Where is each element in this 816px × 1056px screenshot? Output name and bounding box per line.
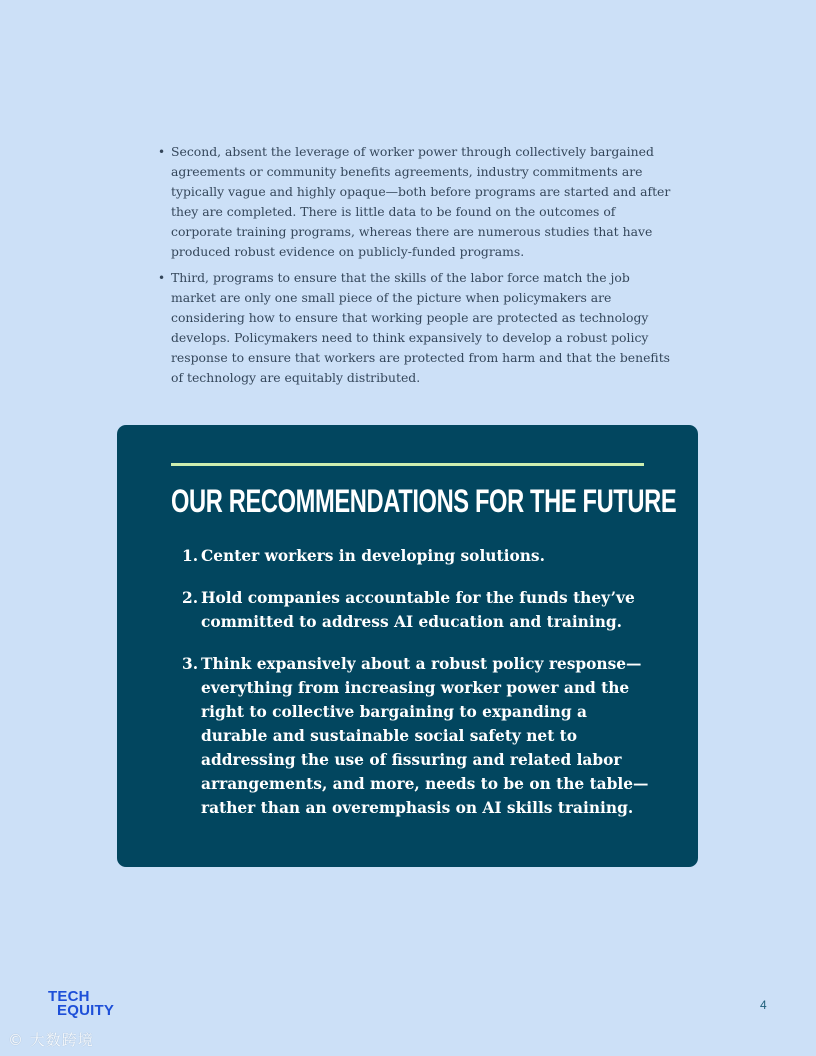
bullet-item	[155, 268, 675, 388]
accent-divider	[171, 463, 644, 466]
recommendation-item	[182, 544, 652, 568]
bullet-dot: •	[158, 271, 166, 285]
recommendation-text: Center workers in developing solutions.	[201, 547, 545, 565]
techequity-logo	[48, 990, 114, 1018]
recommendation-text: Hold companies accountable for the funds they’ve committed to address AI education and training.	[201, 589, 635, 631]
recommendation-item	[182, 586, 652, 634]
recommendations-box	[117, 425, 698, 867]
recommendations-title: OUR RECOMMENDATIONS FOR THE FUTURE	[171, 483, 677, 519]
recommendation-item	[182, 652, 652, 820]
recommendation-text: Think expansively about a robust policy response—everything from increasing worker power and the right to collective bargaining to expanding a durable and sustainable social safety net to addressing the use of fissuring and related labor arrangements, and more, needs to be on the table—rather than an overemphasis on AI skills training.	[201, 655, 649, 817]
recommendation-number: 2.	[182, 589, 199, 607]
bullet-text: Third, programs to ensure that the skills of the labor force match the job market are only one small piece of the picture when policymakers are considering how to ensure that working people are protected as technology develops. Policymakers need to think expansively to develop a robust policy response to ensure that workers are protected from harm and that the benefits of technology are equitably distributed.	[171, 270, 671, 385]
bullet-list	[155, 142, 675, 394]
logo-line-equity: EQUITY	[57, 1002, 115, 1019]
page-number: 4	[760, 998, 767, 1012]
recommendation-number: 1.	[182, 547, 199, 565]
watermark: © 大数跨境	[8, 1031, 94, 1049]
bullet-dot: •	[158, 145, 166, 159]
recommendations-list	[182, 544, 652, 838]
recommendation-number: 3.	[182, 655, 199, 673]
bullet-text: Second, absent the leverage of worker power through collectively bargained agreements or community benefits agreements, industry commitments are typically vague and highly opaque—both before programs are started and after they are completed. There is little data to be found on the outcomes of corporate training programs, whereas there are numerous studies that have produced robust evidence on publicly-funded programs.	[171, 144, 671, 259]
bullet-item	[155, 142, 675, 262]
logo-line-tech: TECH	[48, 988, 90, 1005]
